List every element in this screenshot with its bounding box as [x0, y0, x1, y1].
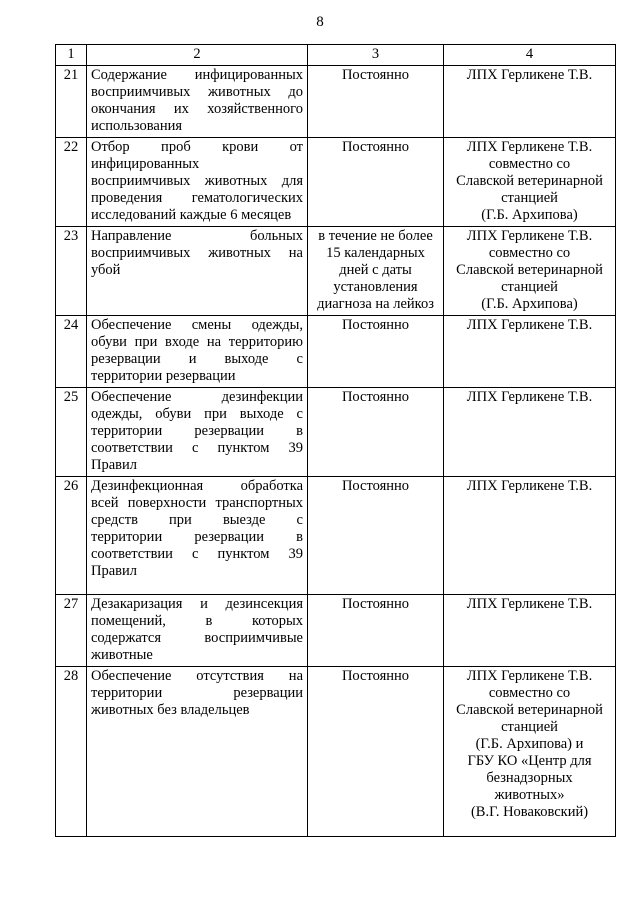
measure-responsible-line: (Г.Б. Архипова) — [481, 296, 578, 312]
measure-description-line: инфицированных — [91, 156, 200, 172]
measure-description-line: Отбор проб крови от — [91, 139, 303, 155]
measure-description-line: территории резервации в — [91, 423, 303, 439]
measure-description-line: Содержание инфицированных — [91, 67, 303, 83]
table-row — [56, 477, 616, 595]
measure-description — [87, 477, 308, 595]
measure-responsible-line: ЛПХ Герликене Т.В. — [466, 67, 593, 83]
column-header-1: 1 — [56, 45, 87, 66]
measure-period-line: Постоянно — [341, 67, 410, 83]
measure-responsible-line: (Г.Б. Архипова) и — [475, 736, 584, 752]
measure-period-line: установления — [333, 279, 418, 295]
measure-responsible-line: (Г.Б. Архипова) — [481, 207, 578, 223]
measure-responsible — [444, 227, 616, 316]
column-header-2: 2 — [87, 45, 308, 66]
row-number: 27 — [56, 595, 87, 667]
table-row — [56, 138, 616, 227]
measures-table — [55, 44, 616, 837]
measure-description — [87, 388, 308, 477]
measure-period-line: 15 календарных — [326, 245, 425, 261]
measure-description-line: Дезинфекционная обработка — [91, 478, 303, 494]
measure-description-line: животные — [91, 647, 153, 663]
row-number: 28 — [56, 667, 87, 837]
measure-responsible-line: ЛПХ Герликене Т.В. — [466, 389, 593, 405]
measure-description-line: проведения гематологических — [91, 190, 303, 206]
measure-responsible — [444, 477, 616, 595]
row-number: 22 — [56, 138, 87, 227]
measure-responsible-line: ЛПХ Герликене Т.В. — [466, 139, 593, 155]
measure-description-line: содержатся восприимчивые — [91, 630, 303, 646]
measure-description-line: средств при выезде с — [91, 512, 303, 528]
measure-description — [87, 316, 308, 388]
measure-description — [87, 66, 308, 138]
measure-responsible-line: ЛПХ Герликене Т.В. — [466, 596, 593, 612]
measure-description-line: резервации и выходе с — [91, 351, 303, 367]
measure-description-line: Правил — [91, 457, 137, 473]
measure-responsible-line: (В.Г. Новаковский) — [470, 804, 589, 820]
measure-responsible-line: ЛПХ Герликене Т.В. — [466, 668, 593, 684]
measure-description-line: обуви при входе на территорию — [91, 334, 303, 350]
measure-description-line: окончания их хозяйственного — [91, 101, 303, 117]
measure-responsible-line: станцией — [501, 279, 558, 295]
measure-description-line: Обеспечение отсутствия на — [91, 668, 303, 684]
measure-responsible-line: Славской ветеринарной — [456, 702, 603, 718]
measure-description-line: всей поверхности транспортных — [91, 495, 303, 511]
measure-period-line: Постоянно — [341, 596, 410, 612]
measure-period — [308, 667, 444, 837]
measure-period-line: Постоянно — [341, 139, 410, 155]
measure-description-line: животных без владельцев — [91, 702, 250, 718]
measure-period-line: Постоянно — [341, 478, 410, 494]
measure-period — [308, 388, 444, 477]
measure-description-line: Правил — [91, 563, 137, 579]
measure-responsible-line: совместно со — [488, 245, 571, 261]
measure-description-line: соответствии с пунктом 39 — [91, 546, 303, 562]
measure-responsible-line: ГБУ КО «Центр для — [467, 753, 592, 769]
measure-responsible — [444, 667, 616, 837]
table-header-row — [56, 45, 616, 66]
table-row — [56, 388, 616, 477]
table-row — [56, 316, 616, 388]
measure-period — [308, 138, 444, 227]
measure-description-line: восприимчивых животных до — [91, 84, 303, 100]
measure-period-line: дней с даты — [339, 262, 412, 278]
measure-period-line: Постоянно — [341, 389, 410, 405]
measure-description — [87, 138, 308, 227]
measure-responsible-line: ЛПХ Герликене Т.В. — [466, 317, 593, 333]
table-row — [56, 227, 616, 316]
row-number: 24 — [56, 316, 87, 388]
measure-period-line: диагноза на лейкоз — [317, 296, 434, 312]
measure-responsible-line: станцией — [501, 719, 558, 735]
measure-description-line: территории резервации — [91, 368, 236, 384]
measure-description-line: помещений, в которых — [91, 613, 303, 629]
measure-description-line: Обеспечение смены одежды, — [91, 317, 303, 333]
row-number: 21 — [56, 66, 87, 138]
measure-description-line: соответствии с пунктом 39 — [91, 440, 303, 456]
page-number: 8 — [316, 14, 324, 30]
measure-description-line: одежды, обуви при выходе с — [91, 406, 303, 422]
measure-responsible-line: совместно со — [488, 156, 571, 172]
column-header-3: 3 — [308, 45, 444, 66]
row-number: 23 — [56, 227, 87, 316]
column-header-4: 4 — [444, 45, 616, 66]
measure-period-line: Постоянно — [341, 317, 410, 333]
measure-description — [87, 595, 308, 667]
measure-responsible — [444, 316, 616, 388]
measure-responsible-line: совместно со — [488, 685, 571, 701]
measure-responsible-line: безнадзорных — [486, 770, 573, 786]
measure-responsible — [444, 138, 616, 227]
measure-description-line: территории резервации в — [91, 529, 303, 545]
measure-description-line: Направление больных — [91, 228, 303, 244]
measure-period — [308, 316, 444, 388]
measure-description-line: Дезакаризация и дезинсекция — [91, 596, 303, 612]
measure-period — [308, 227, 444, 316]
measure-responsible-line: Славской ветеринарной — [456, 173, 603, 189]
measure-description-line: восприимчивых животных на — [91, 245, 303, 261]
measure-responsible — [444, 388, 616, 477]
measure-period — [308, 477, 444, 595]
measure-responsible-line: животных» — [494, 787, 565, 803]
measure-period-line: Постоянно — [341, 668, 410, 684]
measure-description-line: исследований каждые 6 месяцев — [91, 207, 292, 223]
measure-period — [308, 595, 444, 667]
row-number: 25 — [56, 388, 87, 477]
measure-responsible-line: ЛПХ Герликене Т.В. — [466, 228, 593, 244]
measure-description-line: использования — [91, 118, 183, 134]
measure-description — [87, 667, 308, 837]
measure-description-line: Обеспечение дезинфекции — [91, 389, 303, 405]
table-row — [56, 595, 616, 667]
measure-description — [87, 227, 308, 316]
measure-responsible-line: ЛПХ Герликене Т.В. — [466, 478, 593, 494]
table-row — [56, 667, 616, 837]
measure-responsible — [444, 595, 616, 667]
measure-description-line: убой — [91, 262, 121, 278]
measure-responsible-line: станцией — [501, 190, 558, 206]
measure-responsible — [444, 66, 616, 138]
measure-description-line: территории резервации — [91, 685, 303, 701]
measure-period — [308, 66, 444, 138]
table-row — [56, 66, 616, 138]
row-number: 26 — [56, 477, 87, 595]
measure-responsible-line: Славской ветеринарной — [456, 262, 603, 278]
measure-period-line: в течение не более — [318, 228, 433, 244]
measure-description-line: восприимчивых животных для — [91, 173, 303, 189]
